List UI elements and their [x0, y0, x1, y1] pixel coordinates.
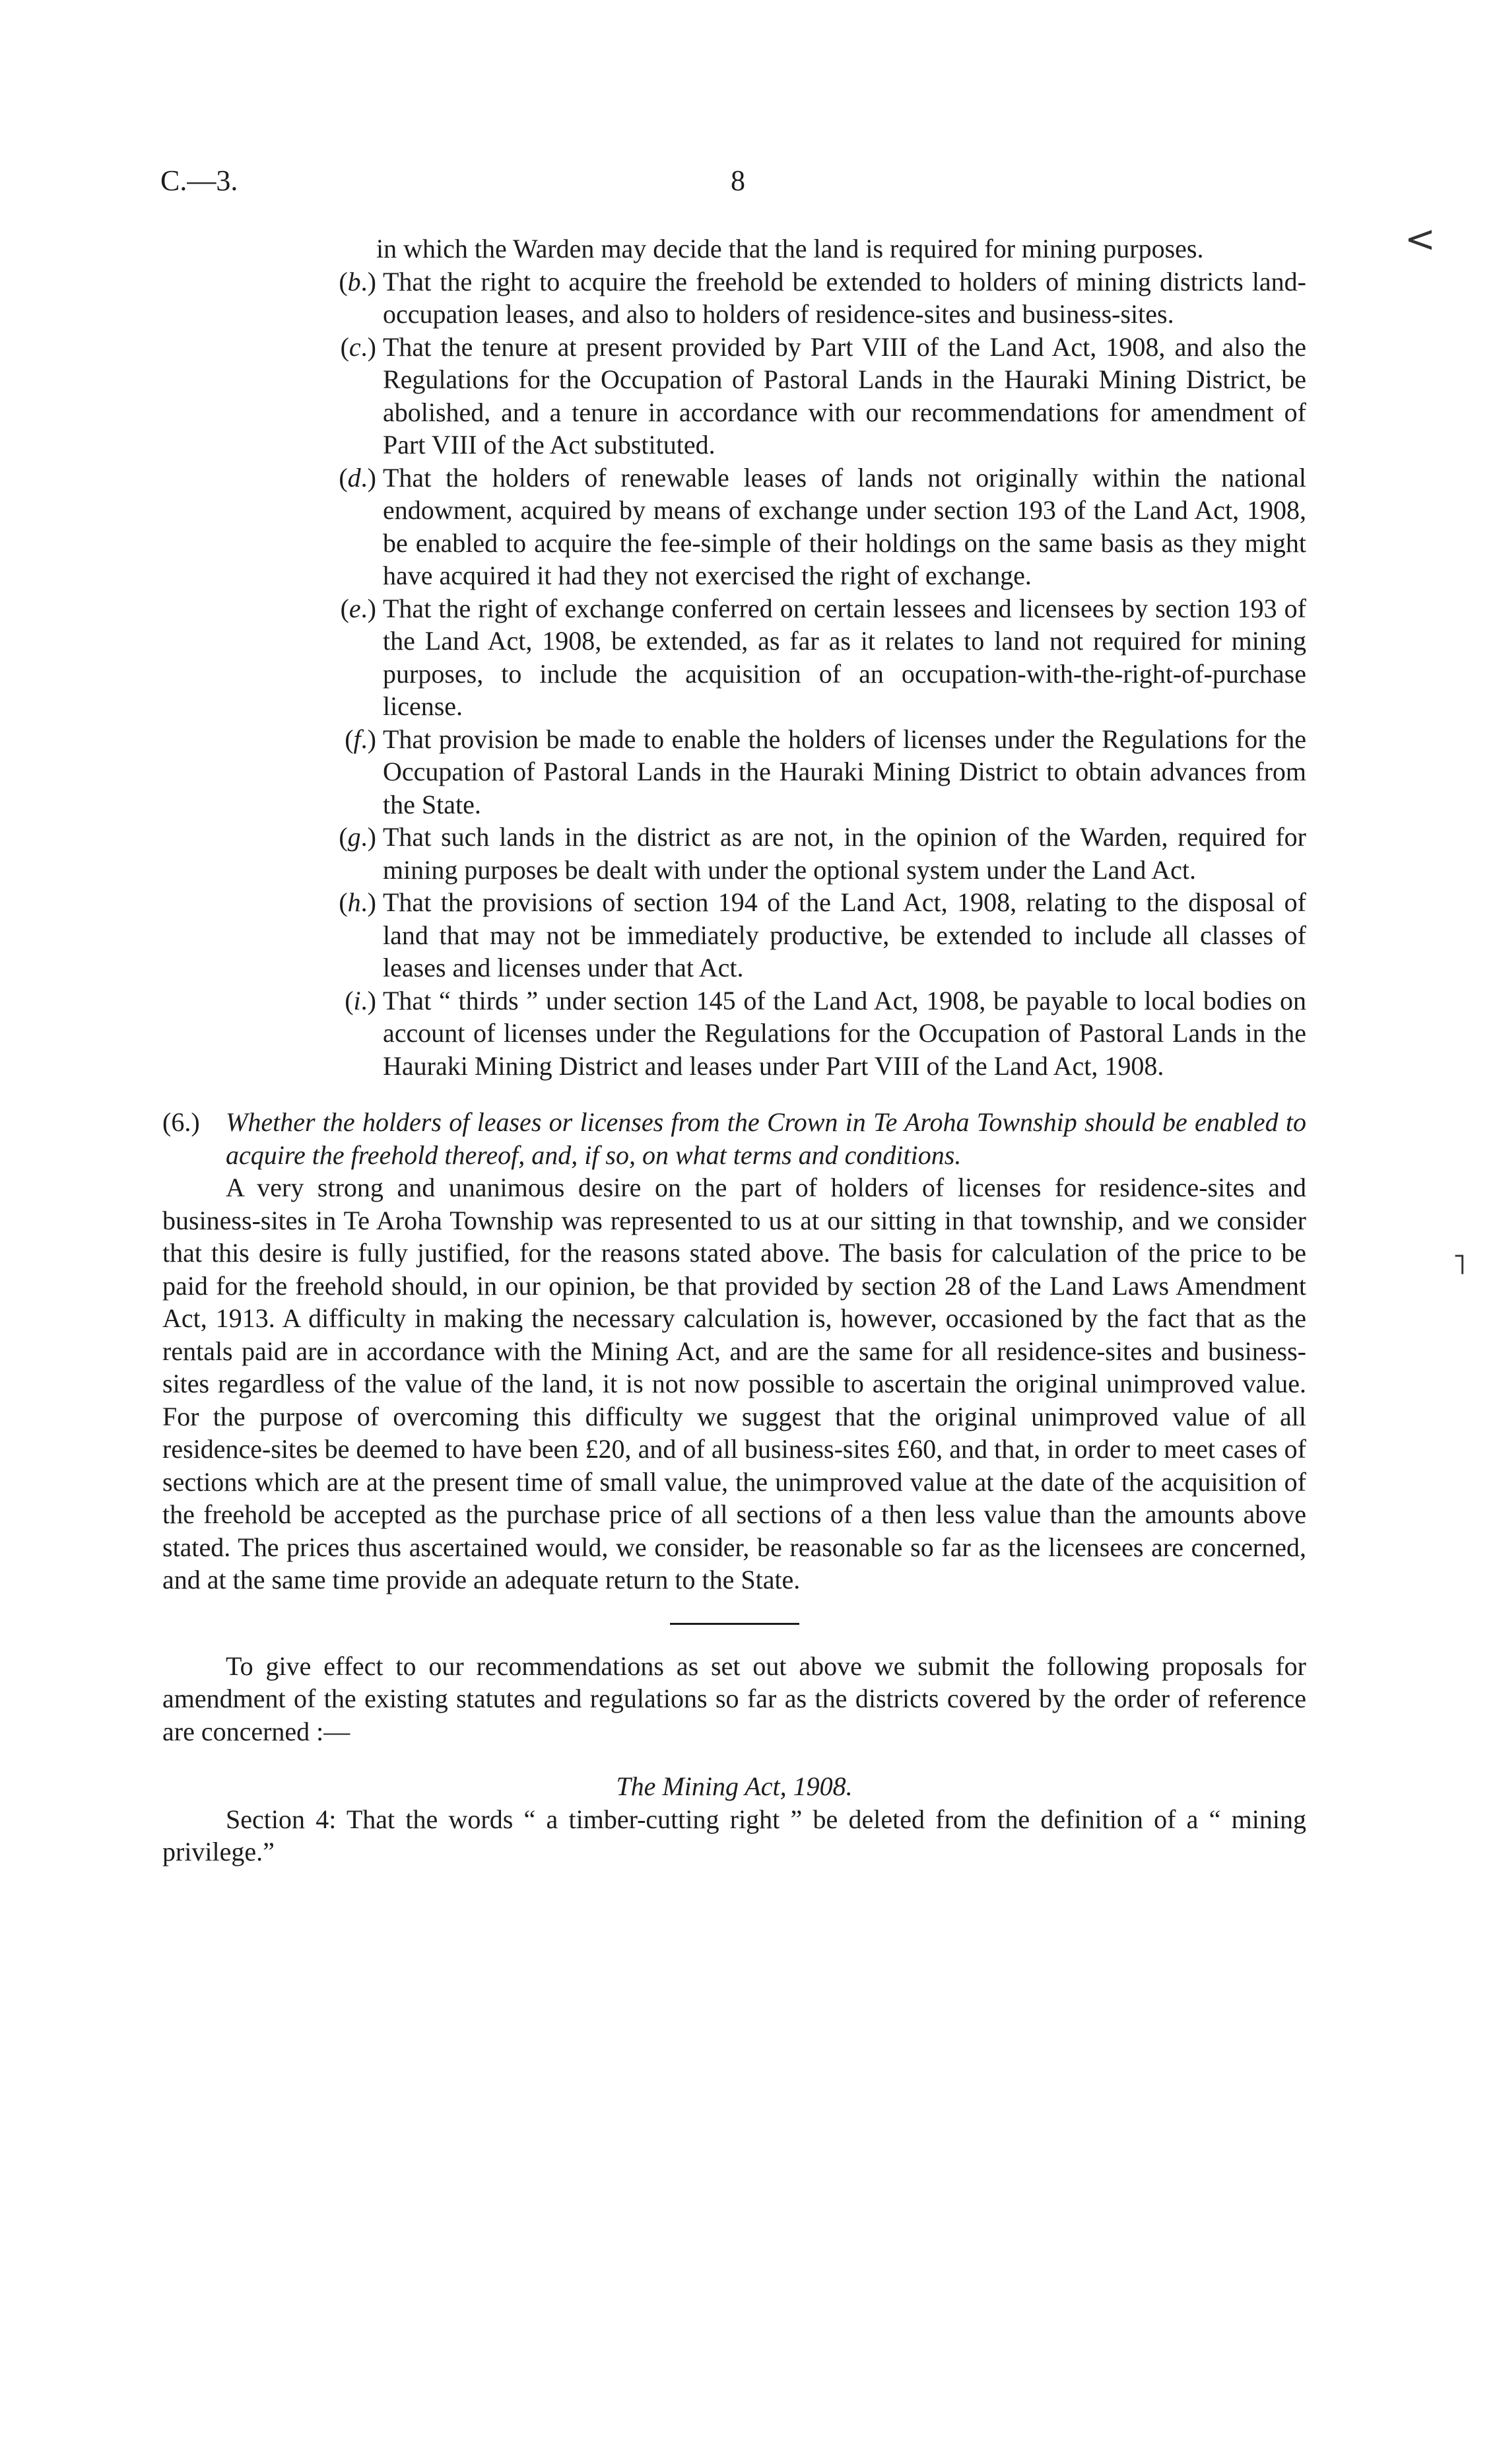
recommendation-item	[297, 886, 1306, 984]
item-text: That “ thirds ” under section 145 of the Land Act, 1908, be payable to local bodies on account of licenses under the Regulations for the Occupation of Pastoral Lands in the Hauraki Mining District and leases under Part VIII of the Land Act, 1908.	[383, 985, 1306, 1081]
item-text: That the holders of renewable leases of lands not originally within the national endowment, acquired by means of exchange under section 193 of the Land Act, 1908, be enabled to acquire the fee-simple of their holdings on the same basis as they might have acquired it had they not exercised the right of exchange.	[383, 462, 1306, 590]
proposals-paragraph: To give effect to our recommendations as set out above we submit the following proposals for amendment of the existing statutes and regulations so far as the districts covered by the order of reference are concerned :—	[162, 1651, 1306, 1746]
item-label: (g.)	[339, 822, 376, 852]
document-body	[162, 232, 1306, 1868]
recommendation-item	[297, 821, 1306, 886]
question-number: (6.)	[162, 1107, 200, 1137]
margin-mark: ˥	[1452, 1248, 1467, 1282]
page-number: 8	[731, 164, 745, 197]
item-label: (h.)	[339, 887, 376, 917]
section-divider	[670, 1623, 799, 1625]
recommendation-item	[297, 265, 1306, 331]
item-text: That provision be made to enable the holders of licenses under the Regulations for the Occupation of Pastoral Lands in the Hauraki Mining District to obtain advances from the State.	[383, 724, 1306, 819]
recommendation-item	[297, 723, 1306, 821]
item-text: That the right to acquire the freehold be extended to holders of mining districts land-occupation leases, and also to holders of residence-sites and business-sites.	[383, 266, 1306, 329]
question-text: Whether the holders of leases or licenses from the Crown in Te Aroha Township should be enabled to acquire the freehold thereof, and, if so, on what terms and conditions.	[226, 1107, 1306, 1170]
item-text: That such lands in the district as are not, in the opinion of the Warden, required for mining purposes be dealt with under the optional system under the Land Act.	[383, 822, 1306, 885]
recommendation-item	[297, 331, 1306, 462]
document-code: C.—3.	[160, 164, 238, 197]
answer-paragraph: A very strong and unanimous desire on the part of holders of licenses for residence-sites and business-sites in Te Aroha Township was represented to us at our sitting in that township, and we consider that this desire is fully justified, for the reasons stated above. The basis for calculation of the price to be paid for the freehold should, in our opinion, be that provided by section 28 of the Land Laws Amendment Act, 1913. A difficulty in making the necessary calculation is, however, occasioned by the fact that as the rentals paid are in accordance with the Mining Act, and are the same for all residence-sites and business-sites regardless of the value of the land, it is not now possible to ascertain the original unimproved value. For the purpose of overcoming this difficulty we suggest that the original unimproved value of all residence-sites be deemed to have been £20, and of all business-sites £60, and that, in order to meet cases of sections which are at the present time of small value, the unimproved value at the date of the acquisition of the freehold be accepted as the purchase price of all sections of a then less value than the amounts above stated. The prices thus ascertained would, we consider, be reasonable so far as the licensees are concerned, and at the same time provide an adequate return to the State.	[162, 1173, 1306, 1594]
item-label: (c.)	[340, 331, 376, 362]
item-label: (e.)	[340, 593, 376, 623]
recommendation-item	[297, 984, 1306, 1083]
item-text: That the right of exchange conferred on certain lessees and licensees by section 193 of the Land Act, 1908, be extended, as far as it relates to land not required for mining purposes, to include the acquisition of an occupation-with-the-right-of-purchase license.	[383, 593, 1306, 721]
margin-mark: <	[1405, 218, 1436, 261]
item-label: (b.)	[339, 266, 376, 296]
item-label: (f.)	[345, 724, 376, 754]
section-paragraph: Section 4: That the words “ a timber-cutting right ” be deleted from the definition of a “ mining privilege.”	[162, 1804, 1306, 1866]
item-text: That the tenure at present provided by Part VIII of the Land Act, 1908, and also the Regulations for the Occupation of Pastoral Lands in the Hauraki Mining District, be abolished, and a tenure in accordance with our recommendations for amendment of Part VIII of the Act substituted.	[383, 331, 1306, 460]
section-title: The Mining Act, 1908.	[616, 1771, 853, 1801]
recommendation-item	[297, 592, 1306, 723]
continuation-text: in which the Warden may decide that the land is required for mining purposes.	[376, 234, 1204, 263]
question-block	[162, 1106, 1306, 1171]
item-text: That the provisions of section 194 of the Land Act, 1908, relating to the disposal of land that may not be immediately productive, be extended to include all classes of leases and licenses under that Act.	[383, 887, 1306, 982]
recommendation-list	[162, 265, 1306, 1083]
item-label: (i.)	[345, 985, 376, 1015]
item-label: (d.)	[339, 462, 376, 493]
recommendation-item	[297, 462, 1306, 592]
